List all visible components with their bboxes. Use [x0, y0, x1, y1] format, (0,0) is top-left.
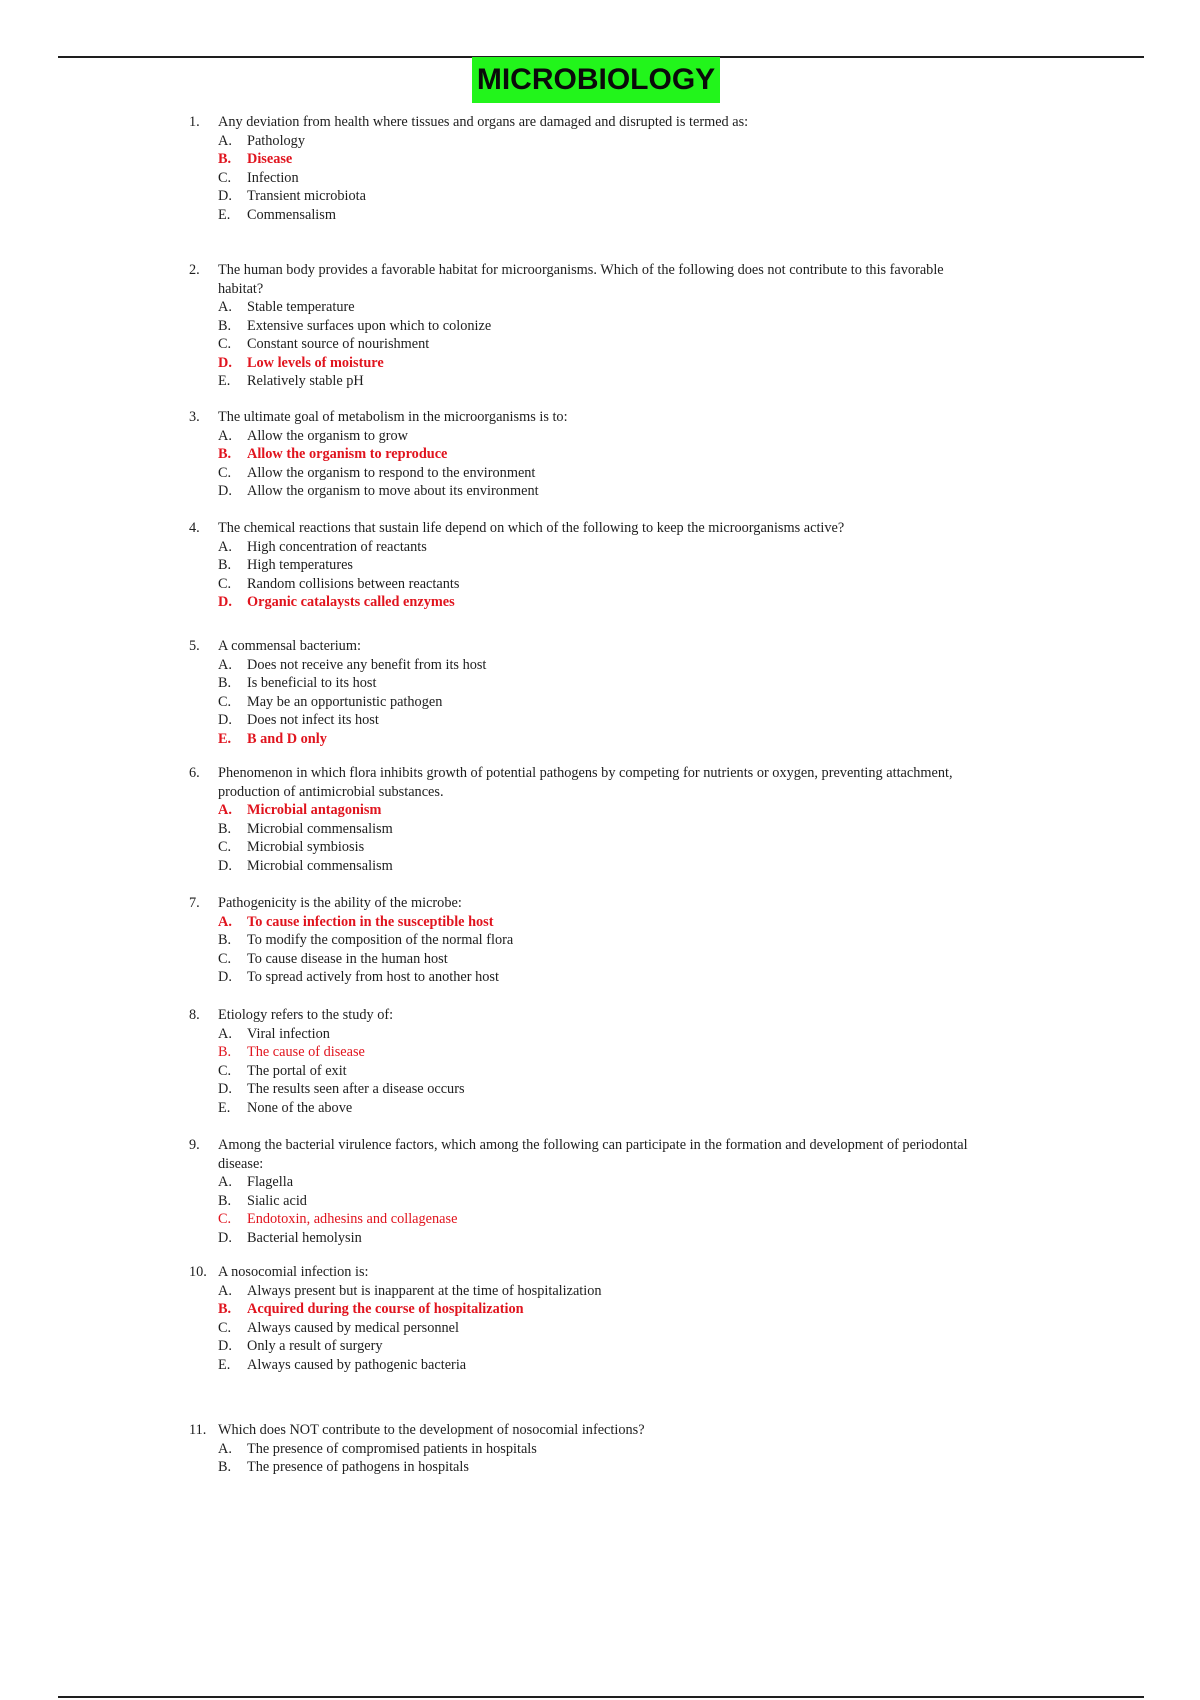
option-text: Constant source of nourishment: [247, 336, 430, 352]
option-letter: A.: [218, 802, 232, 818]
question-9: [189, 1136, 979, 1247]
option-text: Microbial commensalism: [247, 820, 393, 837]
question-number: 5.: [189, 638, 200, 654]
answer-option: [189, 857, 979, 876]
question-11: [189, 1421, 979, 1477]
option-text: Infection: [247, 169, 299, 186]
question-stem: A nosocomial infection is:: [218, 1264, 369, 1280]
option-letter: B.: [218, 446, 232, 462]
question-7: [189, 894, 979, 987]
answer-option: [189, 556, 979, 575]
option-letter: B.: [218, 151, 232, 167]
answer-option: [189, 1080, 979, 1099]
option-text: To spread actively from host to another host: [247, 969, 499, 985]
question-number: 9.: [189, 1137, 200, 1153]
option-text: Viral infection: [247, 1025, 330, 1042]
question-number: 3.: [189, 409, 200, 425]
option-letter: E.: [218, 206, 231, 223]
answer-option: [189, 298, 979, 317]
option-text: Organic catalaysts called enzymes: [247, 594, 455, 610]
answer-option: [189, 482, 979, 501]
option-text: Flagella: [247, 1174, 294, 1190]
answer-option: [189, 693, 979, 712]
option-letter: D.: [218, 354, 232, 371]
option-text: Allow the organism to grow: [247, 427, 408, 444]
question-number: 8.: [189, 1007, 200, 1023]
option-letter: C.: [218, 169, 232, 186]
question-stem: Any deviation from health where tissues and organs are damaged and disrupted is termed as:: [218, 114, 749, 130]
option-letter: B.: [218, 820, 232, 837]
answer-option: [189, 1319, 979, 1338]
option-letter: D.: [218, 1338, 232, 1354]
option-letter: C.: [218, 693, 232, 710]
option-letter: B.: [218, 557, 232, 573]
answer-option: [189, 317, 979, 336]
question-number: 7.: [189, 895, 200, 911]
answer-option: [189, 1192, 979, 1211]
question-4: [189, 519, 979, 612]
option-text: The presence of pathogens in hospitals: [247, 1459, 469, 1475]
answer-option-correct: [189, 354, 979, 373]
question-stem: Among the bacterial virulence factors, which among the following can participate in the formation and development of periodontal disease:: [218, 1137, 968, 1172]
option-text: Low levels of moisture: [247, 354, 384, 371]
option-text: Microbial symbiosis: [247, 839, 365, 855]
answer-option: [189, 538, 979, 557]
option-letter: A.: [218, 913, 232, 930]
answer-option: [189, 206, 979, 225]
option-letter: A.: [218, 427, 232, 444]
option-letter: D.: [218, 188, 232, 204]
answer-option: [189, 1099, 979, 1118]
answer-option: [189, 372, 979, 391]
answer-option-correct: [189, 1300, 979, 1319]
question-number: 4.: [189, 520, 200, 536]
option-text: Pathology: [247, 132, 305, 149]
answer-option: [189, 132, 979, 151]
option-letter: D.: [218, 969, 232, 985]
option-text: Transient microbiota: [247, 188, 366, 204]
option-text: Endotoxin, adhesins and collagenase: [247, 1211, 458, 1227]
option-letter: A.: [218, 1025, 232, 1042]
option-letter: E.: [218, 373, 231, 389]
answer-option: [189, 1229, 979, 1248]
question-1: [189, 113, 979, 224]
answer-option-correct: [189, 1210, 979, 1229]
answer-option: [189, 169, 979, 188]
option-letter: E.: [218, 1356, 231, 1373]
option-letter: D.: [218, 1081, 232, 1097]
option-text: To modify the composition of the normal flora: [247, 932, 514, 948]
option-letter: D.: [218, 483, 232, 499]
option-letter: D.: [218, 712, 232, 728]
answer-option: [189, 838, 979, 857]
option-letter: E.: [218, 730, 232, 747]
option-letter: B.: [218, 317, 232, 334]
option-text: Bacterial hemolysin: [247, 1229, 362, 1246]
option-text: Commensalism: [247, 206, 336, 223]
option-text: Always caused by pathogenic bacteria: [247, 1356, 467, 1373]
answer-option: [189, 335, 979, 354]
option-letter: A.: [218, 299, 232, 315]
option-text: Always present but is inapparent at the time of hospitalization: [247, 1282, 602, 1299]
option-letter: E.: [218, 1099, 231, 1116]
option-text: Microbial commensalism: [247, 857, 393, 874]
option-letter: C.: [218, 336, 232, 352]
question-number: 2.: [189, 262, 200, 278]
option-letter: A.: [218, 1440, 232, 1457]
answer-option: [189, 950, 979, 969]
answer-option: [189, 464, 979, 483]
question-10: [189, 1263, 979, 1374]
bottom-rule: [58, 1696, 1144, 1698]
question-stem: The human body provides a favorable habitat for microorganisms. Which of the following does not contribute to this favorable habitat?: [218, 262, 944, 297]
answer-option-correct: [189, 445, 979, 464]
option-text: Only a result of surgery: [247, 1338, 383, 1354]
answer-option-correct: [189, 913, 979, 932]
option-letter: B.: [218, 1301, 232, 1317]
answer-option: [189, 1173, 979, 1192]
option-text: High concentration of reactants: [247, 538, 427, 555]
answer-option: [189, 931, 979, 950]
question-stem: The chemical reactions that sustain life depend on which of the following to keep the microorganisms active?: [218, 520, 845, 536]
answer-option: [189, 1458, 979, 1477]
option-text: The results seen after a disease occurs: [247, 1081, 465, 1097]
page-title: MICROBIOLOGY: [472, 57, 720, 103]
question-stem: A commensal bacterium:: [218, 638, 361, 654]
option-letter: B.: [218, 1192, 232, 1209]
option-text: Extensive surfaces upon which to colonize: [247, 317, 492, 334]
answer-option-correct: [189, 801, 979, 820]
question-stem: Phenomenon in which flora inhibits growth of potential pathogens by competing for nutrients or oxygen, preventing attachment, production of antimicrobial substances.: [218, 765, 953, 800]
option-text: Microbial antagonism: [247, 802, 382, 818]
question-6: [189, 764, 979, 875]
option-letter: D.: [218, 1229, 232, 1246]
option-letter: C.: [218, 1319, 232, 1336]
question-3: [189, 408, 979, 501]
question-8: [189, 1006, 979, 1117]
answer-option: [189, 711, 979, 730]
option-text: The cause of disease: [247, 1044, 365, 1060]
option-letter: B.: [218, 932, 232, 948]
option-text: To cause disease in the human host: [247, 950, 448, 967]
option-text: The presence of compromised patients in hospitals: [247, 1440, 537, 1457]
option-text: The portal of exit: [247, 1062, 347, 1079]
option-letter: C.: [218, 950, 232, 967]
answer-option: [189, 674, 979, 693]
answer-option-correct: [189, 1043, 979, 1062]
answer-option-correct: [189, 593, 979, 612]
question-stem: Which does NOT contribute to the development of nosocomial infections?: [218, 1422, 645, 1438]
option-letter: D.: [218, 857, 232, 874]
answer-option-correct: [189, 730, 979, 749]
option-letter: A.: [218, 538, 232, 555]
option-text: Allow the organism to respond to the environment: [247, 464, 536, 481]
option-letter: A.: [218, 132, 232, 149]
option-letter: A.: [218, 656, 232, 673]
answer-option: [189, 187, 979, 206]
option-letter: C.: [218, 1062, 232, 1079]
question-number: 1.: [189, 114, 200, 130]
answer-option: [189, 1282, 979, 1301]
option-text: Acquired during the course of hospitalization: [247, 1301, 524, 1317]
option-letter: C.: [218, 464, 232, 481]
option-text: Stable temperature: [247, 299, 355, 315]
question-5: [189, 637, 979, 748]
option-text: Sialic acid: [247, 1192, 307, 1209]
option-text: Always caused by medical personnel: [247, 1319, 460, 1336]
answer-option: [189, 968, 979, 987]
question-stem: The ultimate goal of metabolism in the microorganisms is to:: [218, 409, 568, 425]
option-text: Disease: [247, 151, 293, 167]
option-text: Is beneficial to its host: [247, 675, 377, 691]
question-stem: Pathogenicity is the ability of the microbe:: [218, 895, 462, 911]
question-stem: Etiology refers to the study of:: [218, 1007, 394, 1023]
question-number: 6.: [189, 765, 200, 781]
option-letter: C.: [218, 1211, 232, 1227]
answer-option: [189, 656, 979, 675]
question-number: 11.: [189, 1422, 207, 1438]
answer-option: [189, 1062, 979, 1081]
option-text: High temperatures: [247, 557, 353, 573]
option-text: Does not receive any benefit from its host: [247, 656, 487, 673]
option-letter: A.: [218, 1282, 232, 1299]
answer-option: [189, 575, 979, 594]
option-text: Relatively stable pH: [247, 373, 364, 389]
option-text: Allow the organism to reproduce: [247, 446, 448, 462]
answer-option: [189, 1337, 979, 1356]
option-letter: C.: [218, 575, 232, 592]
option-text: None of the above: [247, 1099, 353, 1116]
answer-option: [189, 820, 979, 839]
answer-option-correct: [189, 150, 979, 169]
option-letter: B.: [218, 675, 232, 691]
question-number: 10.: [189, 1264, 207, 1280]
option-letter: C.: [218, 839, 232, 855]
option-letter: B.: [218, 1459, 232, 1475]
option-letter: A.: [218, 1174, 232, 1190]
answer-option: [189, 1356, 979, 1375]
option-text: B and D only: [247, 730, 327, 747]
option-text: To cause infection in the susceptible host: [247, 913, 494, 930]
option-text: Random collisions between reactants: [247, 575, 460, 592]
option-text: May be an opportunistic pathogen: [247, 693, 443, 710]
question-2: [189, 261, 979, 391]
answer-option: [189, 1440, 979, 1459]
option-letter: D.: [218, 594, 232, 610]
answer-option: [189, 1025, 979, 1044]
answer-option: [189, 427, 979, 446]
option-text: Allow the organism to move about its environment: [247, 483, 539, 499]
option-text: Does not infect its host: [247, 712, 379, 728]
option-letter: B.: [218, 1044, 232, 1060]
